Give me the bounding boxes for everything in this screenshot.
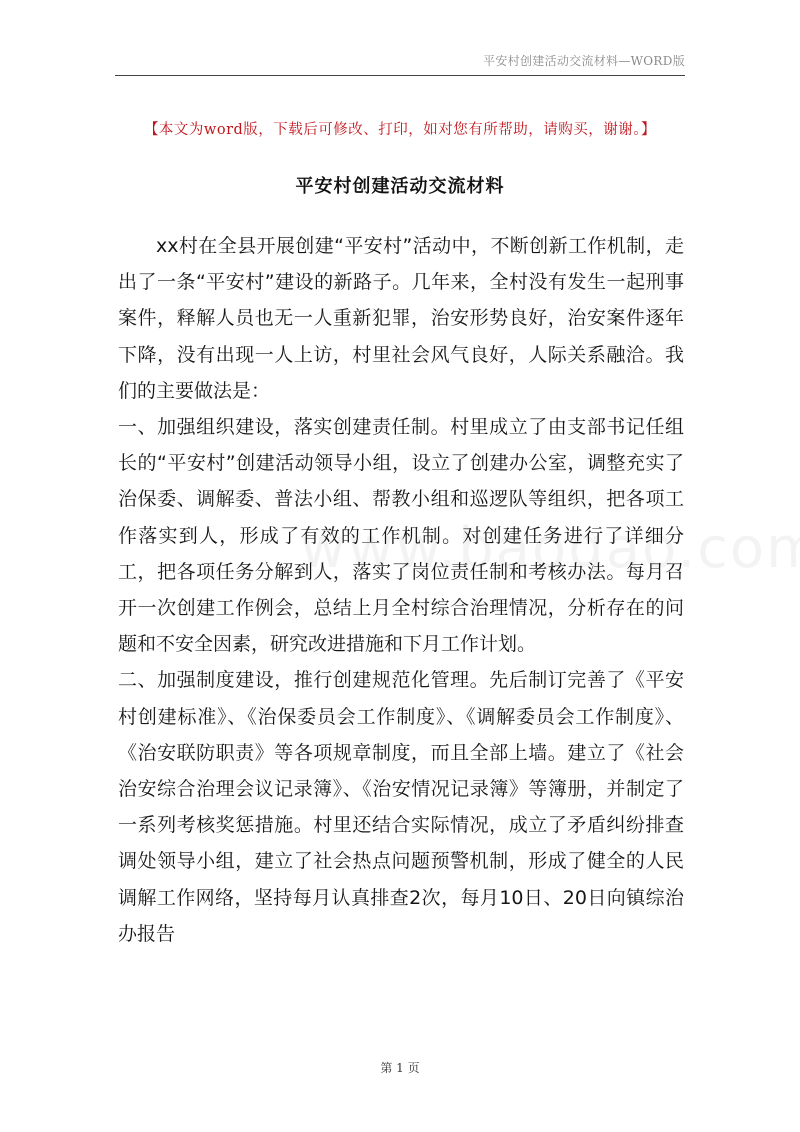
page-number: 第 1 页 — [380, 1061, 420, 1075]
running-header: 平安村创建活动交流材料—WORD版 — [483, 54, 685, 68]
paragraph-intro: xx村在全县开展创建“平安村”活动中，不断创新工作机制，走出了一条“平安村”建设的新路子。几年来，全村没有发生一起刑事案件，释解人员也无一人重新犯罪，治安形势良好，治安案件逐年下降，没有出现一人上访，村里社会风气良好，人际关系融洽。我们的主要做法是： — [118, 235, 684, 402]
header-divider — [115, 75, 685, 76]
document-body — [118, 228, 684, 952]
document-title: 平安村创建活动交流材料 — [295, 176, 505, 197]
purchase-notice: 【本文为word版，下载后可修改、打印，如对您有所帮助，请购买，谢谢。】 — [143, 122, 657, 138]
paragraph-section-2: 二、加强制度建设，推行创建规范化管理。先后制订完善了《平安村创建标准》、《治保委员会工作制度》、《调解委员会工作制度》、《治安联防职责》等各项规章制度，而且全部上墙。建立了《社会治安综合治理会议记录簿》、《治安情况记录簿》等簿册，并制定了一系列考核奖惩措施。村里还结合实际情况，成立了矛盾纠纷排查调处领导小组，建立了社会热点问题预警机制，形成了健全的人民调解工作网络，坚持每月认真排查2次，每月10日、20日向镇综治办报告 — [118, 669, 684, 945]
paragraph-section-1: 一、加强组织建设，落实创建责任制。村里成立了由支部书记任组长的“平安村”创建活动领导小组，设立了创建办公室，调整充实了治保委、调解委、普法小组、帮教小组和巡逻队等组织，把各项工作落实到人，形成了有效的工作机制。对创建任务进行了详细分工，把各项任务分解到人，落实了岗位责任制和考核办法。每月召开一次创建工作例会，总结上月全村综合治理情况，分析存在的问题和不安全因素，研究改进措施和下月工作计划。 — [118, 416, 684, 656]
